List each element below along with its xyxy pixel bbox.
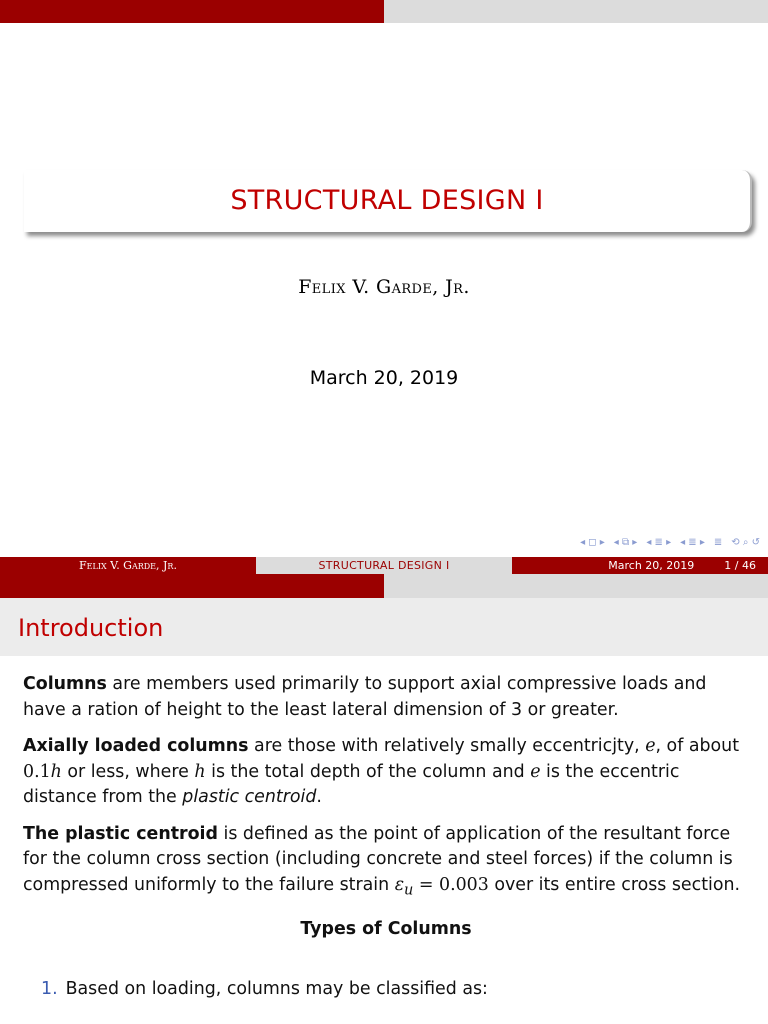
paragraph-text: . [316, 787, 322, 807]
paragraph-text: is defined as the point of application of the resultant force for the column cross section (including concrete and steel forces) if the column is compressed uniformly to the failure strain [23, 823, 733, 895]
header-bar-gray [384, 574, 768, 598]
list-item [41, 977, 749, 1003]
section-subheading: Types of Columns [300, 919, 472, 940]
top-header-bar [0, 0, 768, 23]
list-text: Based on loading, columns may be classified as: [65, 978, 488, 999]
header-bar-gray [384, 0, 768, 23]
paragraph-text: or less, where [61, 761, 195, 782]
author-name: Felix V. Garde, Jr. [298, 276, 470, 298]
paragraph-text: are members used primarily to support axial compressive loads and have a ration of height to the least lateral dimension of 3 or greater. [23, 674, 707, 720]
math-number: 0.1 [23, 761, 51, 782]
nav-search-icon[interactable]: ⟲ ⌕ ↺ [731, 537, 760, 548]
frame-title-bar [0, 598, 768, 656]
slide-content [23, 672, 749, 1002]
paragraph-axially-loaded [23, 734, 749, 811]
top-header-bar [0, 574, 768, 598]
list-number: 1. [41, 978, 58, 999]
paragraph-text: over its entire cross section. [488, 874, 741, 895]
paragraph-text: is the eccentric distance from the [23, 761, 680, 807]
nav-align-icon[interactable]: ≣ [713, 537, 723, 548]
math-equation: = 0.003 [413, 874, 489, 895]
paragraph-plastic-centroid [23, 822, 749, 904]
term-axially-loaded: Axially loaded columns [23, 736, 249, 756]
presentation-title: STRUCTURAL DESIGN I [230, 185, 544, 216]
beamer-navigation[interactable] [580, 537, 760, 548]
nav-frame-icon[interactable]: ◂ ◻ ▸ [580, 537, 605, 548]
math-h: h [194, 761, 206, 782]
footer-page-number: 1 / 46 [724, 559, 756, 572]
footer-title: STRUCTURAL DESIGN I [256, 557, 512, 574]
slide-footer [0, 557, 768, 574]
presentation-date: March 20, 2019 [309, 367, 459, 389]
frame-title: Introduction [18, 614, 164, 642]
math-e: e [530, 761, 541, 782]
nav-subsection-icon[interactable]: ◂ ⧉ ▸ [613, 537, 638, 548]
paragraph-text: is the total depth of the column and [205, 761, 531, 782]
footer-date: March 20, 2019 [608, 559, 695, 572]
nav-section-icon[interactable]: ◂ ≣ ▸ [646, 537, 672, 548]
introduction-slide [0, 574, 768, 1024]
term-columns: Columns [23, 674, 107, 694]
footer-right [512, 557, 768, 574]
header-bar-red [0, 574, 384, 598]
math-e: e [645, 736, 656, 756]
term-plastic-centroid-def: The plastic centroid [23, 823, 218, 844]
nav-document-icon[interactable]: ◂ ≣ ▸ [680, 537, 705, 548]
paragraph-columns [23, 672, 749, 723]
term-plastic-centroid: plastic centroid [182, 787, 317, 807]
paragraph-text: are those with relatively smally eccentricjty, [248, 736, 646, 756]
math-epsilon: ε [394, 874, 405, 895]
header-bar-red [0, 0, 384, 23]
math-h: h [50, 761, 62, 782]
paragraph-text: , of about [655, 736, 740, 756]
footer-author: Felix V. Garde, Jr. [0, 557, 256, 574]
title-box [24, 170, 752, 232]
math-subscript-u: u [404, 881, 414, 898]
